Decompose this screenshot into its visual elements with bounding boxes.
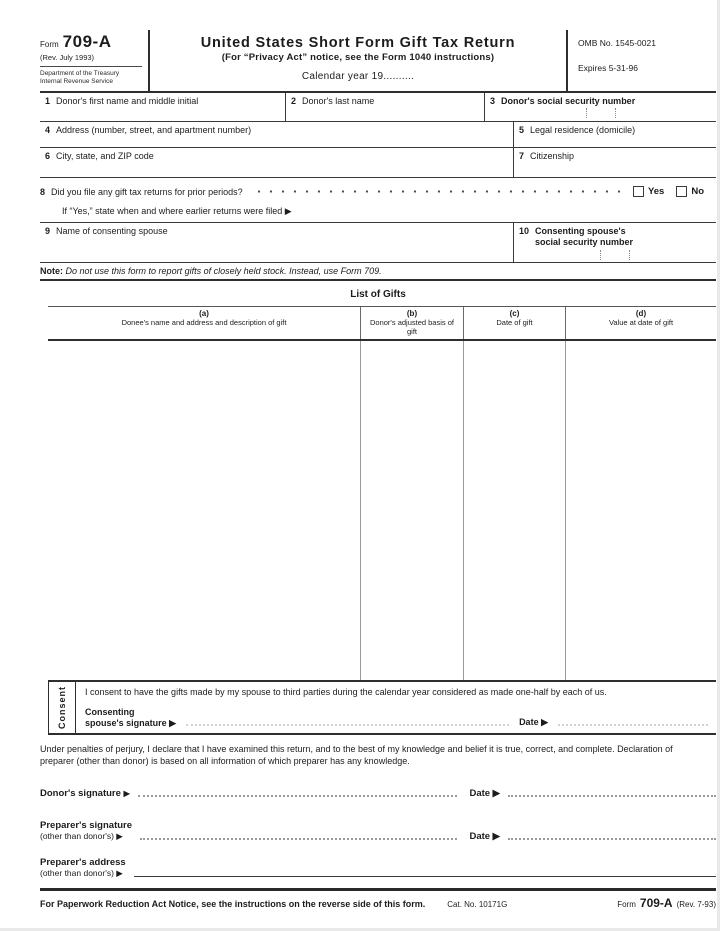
donor-signature-line[interactable]: [138, 795, 458, 797]
form-word: Form: [40, 40, 59, 49]
consent-signature-row: [85, 707, 712, 729]
preparer-signature-sublabel: (other than donor's) ▶: [40, 831, 123, 841]
field-prior-returns-detail[interactable]: If “Yes,” state when and where earlier returns were filed ▶: [62, 206, 292, 216]
column-letter: (c): [509, 309, 520, 318]
preparer-date-label: Date ▶: [469, 831, 500, 842]
form-header: [40, 30, 716, 93]
field-label: Address (number, street, and apartment number): [56, 125, 252, 135]
agency-line1: Department of the Treasury: [40, 70, 120, 77]
form-title: United States Short Form Gift Tax Return: [200, 35, 516, 51]
ssn-separators: [519, 250, 711, 260]
field-label: Donor's social security number: [501, 96, 636, 106]
field-number: 7: [519, 151, 525, 161]
field-number: 3: [490, 96, 496, 106]
ssn-separator-mark: [615, 108, 616, 118]
field-citizenship[interactable]: [513, 148, 716, 177]
expires-date: Expires 5-31-96: [578, 63, 639, 73]
field-number: 5: [519, 125, 525, 135]
footer-rule: [40, 888, 716, 891]
gifts-cell-date[interactable]: [463, 341, 565, 680]
omb-block: [566, 30, 716, 91]
preparer-address-line[interactable]: [134, 876, 716, 877]
field-label: Donor's first name and middle initial: [56, 96, 199, 106]
gifts-table-title: List of Gifts: [350, 289, 406, 300]
gifts-cell-donee[interactable]: [48, 341, 360, 680]
field-number: 4: [45, 125, 51, 135]
yes-checkbox[interactable]: [633, 186, 644, 197]
no-checkbox[interactable]: [676, 186, 687, 197]
field-label: City, state, and ZIP code: [56, 151, 154, 161]
gifts-cell-basis[interactable]: [360, 341, 463, 680]
note: [40, 263, 716, 281]
consent-signature-label-line1: Consenting: [85, 707, 135, 717]
column-letter: (d): [635, 309, 647, 318]
column-label: Value at date of gift: [608, 318, 674, 327]
gifts-table-header: [48, 306, 716, 341]
gifts-table: [48, 306, 716, 680]
row-consenting-spouse: [40, 222, 716, 263]
preparer-date-line[interactable]: [508, 838, 716, 840]
ssn-separator-mark: [586, 108, 587, 118]
note-text: Do not use this form to report gifts of closely held stock. Instead, use Form 709.: [65, 266, 382, 276]
consent-side-label-box: [49, 682, 76, 733]
calendar-year-field[interactable]: Calendar year 19..........: [301, 71, 415, 82]
field-label: Donor's last name: [302, 96, 375, 106]
preparer-signature-row: [40, 820, 716, 842]
field-number: 9: [45, 226, 51, 236]
form-number: 709-A: [62, 32, 112, 51]
footer-form-number: 709-A: [639, 896, 673, 910]
donor-date-line[interactable]: [508, 795, 716, 797]
preparer-address-row: [40, 857, 716, 879]
field-address[interactable]: [40, 122, 513, 147]
dot-leader: [253, 189, 625, 194]
consent-date-label: Date ▶: [519, 717, 548, 727]
field-donor-ssn[interactable]: [484, 93, 716, 121]
field-donor-last-name[interactable]: [285, 93, 484, 121]
gifts-cell-value[interactable]: [565, 341, 716, 680]
footer-revision: (Rev. 7-93): [676, 900, 716, 909]
field-number: 10: [519, 226, 530, 236]
column-label: Donee's name and address and description of gift: [121, 318, 287, 327]
consent-signature-line[interactable]: [186, 724, 509, 726]
form-footer: [40, 896, 716, 910]
column-header-value: [565, 307, 716, 339]
consent-section: [48, 680, 716, 735]
row-address: [40, 122, 716, 148]
row-names: [40, 93, 716, 122]
row-prior-returns-question: [40, 178, 716, 197]
perjury-declaration: Under penalties of perjury, I declare that I have examined this return, and to the best of my knowledge and belief it is true, correct, and complete. Declaration of preparer (other than donor) is based on all information of which preparer has any knowledge.: [40, 744, 673, 766]
gifts-table-body: [48, 341, 716, 680]
catalog-number: Cat. No. 10171G: [447, 900, 508, 909]
form-subtitle: (For “Privacy Act” notice, see the Form 1040 instructions): [221, 52, 495, 63]
ssn-separator-mark: [629, 250, 630, 260]
title-block: [150, 30, 566, 91]
donor-date-label: Date ▶: [469, 788, 500, 799]
field-consenting-spouse-name[interactable]: [40, 223, 513, 262]
field-donor-first-name[interactable]: [40, 93, 285, 121]
field-legal-residence[interactable]: [513, 122, 716, 147]
omb-number: OMB No. 1545-0021: [578, 38, 656, 48]
consent-signature-label-line2: spouse's signature ▶: [85, 717, 177, 728]
column-label: Date of gift: [496, 318, 533, 327]
field-number: 8: [40, 186, 46, 197]
consent-date-line[interactable]: [558, 724, 708, 726]
preparer-signature-label: Preparer's signature: [40, 820, 133, 831]
paperwork-notice: For Paperwork Reduction Act Notice, see the instructions on the reverse side of this form.: [40, 899, 426, 909]
donor-signature-label: Donor's signature: [40, 788, 121, 799]
field-label: Citizenship: [530, 151, 575, 161]
form-id-block: [40, 30, 150, 91]
field-number: 1: [45, 96, 51, 106]
agency-line2: Internal Revenue Service: [40, 78, 113, 85]
yes-label: Yes: [647, 186, 665, 197]
arrow-icon: ▶: [123, 789, 130, 798]
field-number: 2: [291, 96, 297, 106]
column-letter: (a): [199, 309, 209, 318]
note-prefix: Note:: [40, 266, 63, 276]
field-label: Name of consenting spouse: [56, 226, 168, 236]
consent-side-label: Consent: [57, 686, 67, 729]
field-spouse-ssn[interactable]: [513, 223, 716, 262]
field-label: Did you file any gift tax returns for prior periods?: [51, 186, 243, 197]
field-city-state-zip[interactable]: [40, 148, 513, 177]
ssn-separator-mark: [600, 250, 601, 260]
column-header-date: [463, 307, 565, 339]
donor-signature-row: [40, 788, 716, 799]
preparer-address-sublabel: (other than donor's) ▶: [40, 868, 123, 878]
field-number: 6: [45, 151, 51, 161]
footer-form-word: Form: [617, 900, 636, 909]
form-revision: (Rev. July 1993): [40, 53, 142, 67]
row-city: [40, 148, 716, 178]
consent-statement: I consent to have the gifts made by my spouse to third parties during the calendar year considered as made one-half by each of us.: [85, 687, 607, 697]
ssn-separators: [490, 108, 711, 118]
field-label: Legal residence (domicile): [530, 125, 636, 135]
form-709a: [40, 30, 716, 910]
no-label: No: [691, 186, 704, 197]
column-letter: (b): [406, 309, 418, 318]
preparer-address-label: Preparer's address: [40, 857, 126, 868]
column-label: Donor's adjusted basis of gift: [370, 318, 454, 336]
column-header-donee: [48, 307, 360, 339]
preparer-signature-line[interactable]: [140, 838, 457, 840]
field-label-line1: Consenting spouse's: [535, 226, 626, 236]
column-header-basis: [360, 307, 463, 339]
field-label-line2: social security number: [535, 237, 634, 247]
